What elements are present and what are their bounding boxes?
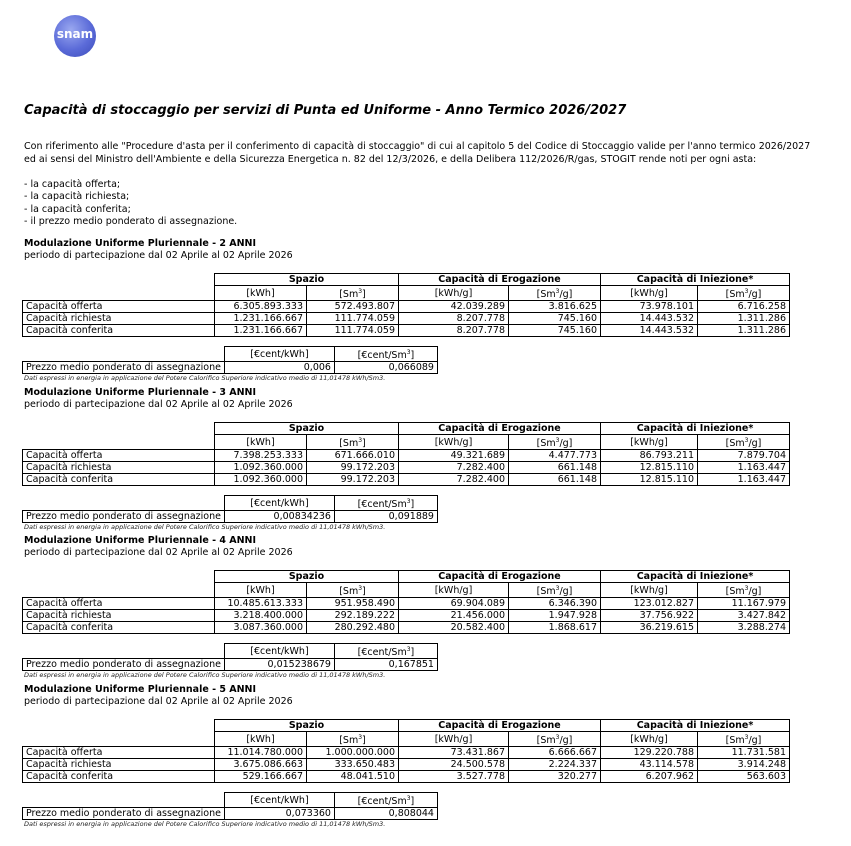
unit-cell: [kWh] [215,732,307,747]
value-cell: 20.582.400 [399,622,509,634]
section-period: periodo di partecipazione dal 02 Aprile al 02 Aprile 2026 [24,547,293,558]
superscript: 3 [555,734,560,741]
value-cell: 1.163.447 [698,462,790,474]
blank-cell [23,732,215,747]
page-title: Capacità di stoccaggio per servizi di Punta ed Uniforme - Anno Termico 2026/2027 [24,103,627,118]
unit-cell: [Sm$^3$/g] [509,286,601,301]
section-title: Modulazione Uniforme Pluriennale - 3 ANNI [24,387,257,398]
iniezione-header: Capacità di Iniezione* [601,720,790,732]
spazio-header: Spazio [215,720,399,732]
unit-cell: [kWh/g] [601,732,698,747]
superscript: 3 [744,288,749,295]
unit-cell: [kWh/g] [399,286,509,301]
value-cell: 1.947.928 [509,610,601,622]
unit-cell: [€cent/Sm$^3$] [334,496,437,511]
unit-cell: [Sm$^3$] [307,583,399,598]
price-value: 0,073360 [224,808,334,820]
row-label: Capacità conferita [23,771,215,783]
price-value: 0,00834236 [224,511,334,523]
unit-cell: [kWh] [215,435,307,450]
superscript: 3 [358,734,363,741]
table-row [23,450,790,462]
value-cell: 3.675.086.663 [215,759,307,771]
capacity-table [22,422,790,486]
value-cell: 3.914.248 [698,759,790,771]
section-title: Modulazione Uniforme Pluriennale - 4 ANNI [24,535,257,546]
value-cell: 6.207.962 [601,771,698,783]
value-cell: 12.815.110 [601,462,698,474]
row-label: Capacità richiesta [23,759,215,771]
value-cell: 8.207.778 [399,325,509,337]
capacity-table [22,273,790,337]
logo-text: snam [56,27,94,41]
row-label: Capacità offerta [23,450,215,462]
price-row [23,511,438,523]
value-cell: 7.879.704 [698,450,790,462]
capacity-table [22,719,790,783]
value-cell: 7.282.400 [399,462,509,474]
snam-logo [54,15,96,57]
price-unit-row [23,347,438,362]
list-item: - la capacità conferita; [24,203,131,215]
spazio-header: Spazio [215,423,399,435]
superscript: 3 [406,795,411,802]
table-row [23,610,790,622]
blank-cell [23,583,215,598]
row-label: Capacità conferita [23,474,215,486]
price-table [22,346,438,374]
spazio-header: Spazio [215,274,399,286]
price-value: 0,066089 [334,362,437,374]
value-cell: 1.311.286 [698,325,790,337]
value-cell: 3.816.625 [509,301,601,313]
price-value: 0,167851 [334,659,437,671]
value-cell: 1.231.166.667 [215,325,307,337]
price-value: 0,006 [224,362,334,374]
price-row [23,362,438,374]
value-cell: 99.172.203 [307,462,399,474]
footnote: Dati espressi in energia in applicazione del Potere Calorifico Superiore indicativo medio di 11,01478 kWh/Sm3. [24,523,386,531]
value-cell: 563.603 [698,771,790,783]
unit-cell: [kWh] [215,286,307,301]
value-cell: 1.163.447 [698,474,790,486]
blank-cell [23,274,215,286]
blank-cell [23,793,225,808]
table-row [23,313,790,325]
superscript: 3 [555,288,560,295]
value-cell: 3.087.360.000 [215,622,307,634]
value-cell: 11.731.581 [698,747,790,759]
header-row [23,720,790,732]
unit-cell: [€cent/Sm$^3$] [334,347,437,362]
section-period: periodo di partecipazione dal 02 Aprile al 02 Aprile 2026 [24,250,293,261]
superscript: 3 [358,585,363,592]
table-row [23,759,790,771]
price-value: 0,808044 [334,808,437,820]
blank-cell [23,435,215,450]
value-cell: 1.311.286 [698,313,790,325]
unit-cell: [€cent/kWh] [224,496,334,511]
unit-cell: [kWh/g] [601,435,698,450]
row-label: Capacità conferita [23,622,215,634]
unit-cell: [€cent/kWh] [224,793,334,808]
capacity-table [22,570,790,634]
value-cell: 12.815.110 [601,474,698,486]
unit-row [23,583,790,598]
table-row [23,622,790,634]
erogazione-header: Capacità di Erogazione [399,274,601,286]
blank-cell [23,286,215,301]
price-label: Prezzo medio ponderato di assegnazione [23,362,225,374]
value-cell: 111.774.059 [307,325,399,337]
table-row [23,474,790,486]
header-row [23,423,790,435]
unit-cell: [€cent/Sm$^3$] [334,793,437,808]
section-period: periodo di partecipazione dal 02 Aprile al 02 Aprile 2026 [24,399,293,410]
list-item: - il prezzo medio ponderato di assegnazione. [24,215,238,227]
value-cell: 671.666.010 [307,450,399,462]
value-cell: 333.650.483 [307,759,399,771]
table-row [23,598,790,610]
unit-row [23,286,790,301]
unit-cell: [Sm$^3$] [307,435,399,450]
row-label: Capacità offerta [23,747,215,759]
value-cell: 86.793.211 [601,450,698,462]
value-cell: 951.958.490 [307,598,399,610]
iniezione-header: Capacità di Iniezione* [601,423,790,435]
blank-cell [23,496,225,511]
row-label: Capacità offerta [23,598,215,610]
list-item: - la capacità richiesta; [24,191,130,203]
value-cell: 2.224.337 [509,759,601,771]
value-cell: 661.148 [509,474,601,486]
section-period: periodo di partecipazione dal 02 Aprile al 02 Aprile 2026 [24,696,293,707]
value-cell: 6.716.258 [698,301,790,313]
erogazione-header: Capacità di Erogazione [399,571,601,583]
table-row [23,771,790,783]
list-item: - la capacità offerta; [24,179,121,190]
value-cell: 43.114.578 [601,759,698,771]
price-row [23,659,438,671]
price-label: Prezzo medio ponderato di assegnazione [23,511,225,523]
price-unit-row [23,793,438,808]
info-list [24,179,237,228]
value-cell: 24.500.578 [399,759,509,771]
intro-paragraph: Con riferimento alle "Procedure d'asta per il conferimento di capacità di stoccaggio" di cui al capitolo 5 del Codice di Stoccaggio valide per l'anno termico 2026/2027 ed ai sensi del Ministro dell'Ambiente e della Sicurezza Energetica n. 82 del 12/3/2026, e della Delibera 112/2026/R/gas, STOGIT rende noti per ogni asta: [24,141,811,165]
value-cell: 36.219.615 [601,622,698,634]
unit-cell: [kWh/g] [399,732,509,747]
blank-cell [23,347,225,362]
value-cell: 69.904.089 [399,598,509,610]
price-table [22,643,438,671]
unit-cell: [Sm$^3$/g] [509,583,601,598]
value-cell: 3.218.400.000 [215,610,307,622]
footnote: Dati espressi in energia in applicazione del Potere Calorifico Superiore indicativo medio di 11,01478 kWh/Sm3. [24,374,386,382]
price-label: Prezzo medio ponderato di assegnazione [23,659,225,671]
unit-cell: [€cent/kWh] [224,644,334,659]
value-cell: 745.160 [509,313,601,325]
value-cell: 37.756.922 [601,610,698,622]
value-cell: 11.014.780.000 [215,747,307,759]
superscript: 3 [744,437,749,444]
value-cell: 529.166.667 [215,771,307,783]
price-table [22,792,438,820]
unit-cell: [€cent/Sm$^3$] [334,644,437,659]
section-title: Modulazione Uniforme Pluriennale - 2 ANNI [24,238,257,249]
value-cell: 123.012.827 [601,598,698,610]
value-cell: 6.346.390 [509,598,601,610]
value-cell: 7.398.253.333 [215,450,307,462]
price-unit-row [23,496,438,511]
value-cell: 14.443.532 [601,313,698,325]
unit-cell: [kWh] [215,583,307,598]
table-row [23,325,790,337]
value-cell: 7.282.400 [399,474,509,486]
blank-cell [23,423,215,435]
unit-cell: [Sm$^3$/g] [698,732,790,747]
value-cell: 745.160 [509,325,601,337]
unit-row [23,435,790,450]
value-cell: 11.167.979 [698,598,790,610]
value-cell: 3.427.842 [698,610,790,622]
unit-cell: [kWh/g] [601,286,698,301]
unit-cell: [kWh/g] [601,583,698,598]
value-cell: 6.666.667 [509,747,601,759]
value-cell: 73.978.101 [601,301,698,313]
value-cell: 1.231.166.667 [215,313,307,325]
value-cell: 99.172.203 [307,474,399,486]
unit-row [23,732,790,747]
unit-cell: [Sm$^3$] [307,732,399,747]
value-cell: 4.477.773 [509,450,601,462]
superscript: 3 [358,437,363,444]
value-cell: 280.292.480 [307,622,399,634]
row-label: Capacità richiesta [23,462,215,474]
header-row [23,571,790,583]
value-cell: 48.041.510 [307,771,399,783]
superscript: 3 [406,646,411,653]
unit-cell: [Sm$^3$/g] [509,732,601,747]
blank-cell [23,571,215,583]
erogazione-header: Capacità di Erogazione [399,423,601,435]
superscript: 3 [406,498,411,505]
value-cell: 21.456.000 [399,610,509,622]
header-row [23,274,790,286]
erogazione-header: Capacità di Erogazione [399,720,601,732]
value-cell: 42.039.289 [399,301,509,313]
price-unit-row [23,644,438,659]
superscript: 3 [744,585,749,592]
row-label: Capacità conferita [23,325,215,337]
value-cell: 320.277 [509,771,601,783]
value-cell: 1.092.360.000 [215,474,307,486]
price-row [23,808,438,820]
blank-cell [23,720,215,732]
value-cell: 661.148 [509,462,601,474]
value-cell: 1.000.000.000 [307,747,399,759]
value-cell: 10.485.613.333 [215,598,307,610]
value-cell: 129.220.788 [601,747,698,759]
iniezione-header: Capacità di Iniezione* [601,571,790,583]
value-cell: 3.288.274 [698,622,790,634]
price-table [22,495,438,523]
value-cell: 292.189.222 [307,610,399,622]
price-value: 0,091889 [334,511,437,523]
table-row [23,747,790,759]
unit-cell: [Sm$^3$/g] [509,435,601,450]
row-label: Capacità offerta [23,301,215,313]
unit-cell: [Sm$^3$/g] [698,286,790,301]
iniezione-header: Capacità di Iniezione* [601,274,790,286]
unit-cell: [kWh/g] [399,435,509,450]
value-cell: 8.207.778 [399,313,509,325]
value-cell: 6.305.893.333 [215,301,307,313]
value-cell: 3.527.778 [399,771,509,783]
unit-cell: [Sm$^3$/g] [698,435,790,450]
value-cell: 1.868.617 [509,622,601,634]
superscript: 3 [555,585,560,592]
superscript: 3 [358,288,363,295]
table-row [23,462,790,474]
table-row [23,301,790,313]
section-title: Modulazione Uniforme Pluriennale - 5 ANNI [24,684,257,695]
row-label: Capacità richiesta [23,313,215,325]
spazio-header: Spazio [215,571,399,583]
price-label: Prezzo medio ponderato di assegnazione [23,808,225,820]
unit-cell: [Sm$^3$] [307,286,399,301]
row-label: Capacità richiesta [23,610,215,622]
value-cell: 572.493.807 [307,301,399,313]
unit-cell: [kWh/g] [399,583,509,598]
value-cell: 1.092.360.000 [215,462,307,474]
footnote: Dati espressi in energia in applicazione del Potere Calorifico Superiore indicativo medio di 11,01478 kWh/Sm3. [24,820,386,828]
unit-cell: [Sm$^3$/g] [698,583,790,598]
blank-cell [23,644,225,659]
superscript: 3 [744,734,749,741]
value-cell: 49.321.689 [399,450,509,462]
superscript: 3 [406,349,411,356]
price-value: 0,015238679 [224,659,334,671]
value-cell: 14.443.532 [601,325,698,337]
value-cell: 111.774.059 [307,313,399,325]
value-cell: 73.431.867 [399,747,509,759]
footnote: Dati espressi in energia in applicazione del Potere Calorifico Superiore indicativo medio di 11,01478 kWh/Sm3. [24,671,386,679]
superscript: 3 [555,437,560,444]
unit-cell: [€cent/kWh] [224,347,334,362]
